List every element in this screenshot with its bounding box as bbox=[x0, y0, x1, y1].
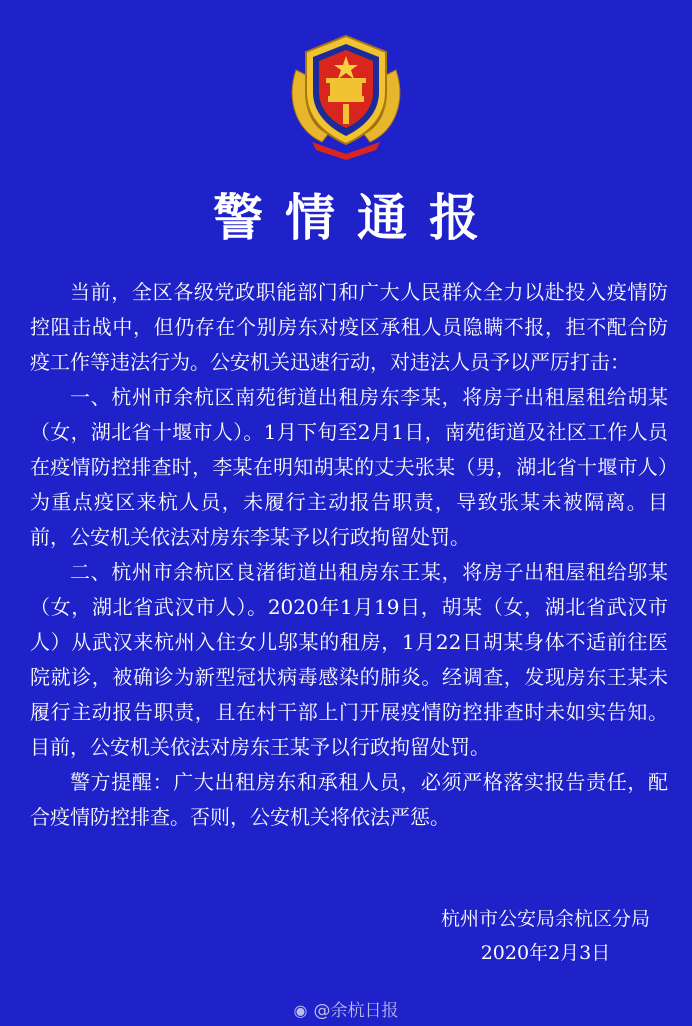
watermark bbox=[0, 996, 692, 1021]
notice-body bbox=[30, 275, 668, 835]
page-title: 警情通报 bbox=[213, 189, 501, 247]
paragraph-case-1: 一、杭州市余杭区南苑街道出租房东李某，将房子出租屋租给胡某（女，湖北省十堰市人）。1月下旬至2月1日，南苑街道及社区工作人员在疫情防控排查时，李某在明知胡某的丈夫张某（男，湖北省十堰市人）为重点疫区来杭人员，未履行主动报告职责，导致张某未被隔离。目前，公安机关依法对房东李某予以行政拘留处罚。 bbox=[30, 385, 668, 549]
signature-date: 2020年2月3日 bbox=[480, 942, 611, 964]
signature-org: 杭州市公安局余杭区分局 bbox=[440, 908, 650, 930]
police-emblem-icon bbox=[282, 30, 410, 160]
watermark-text: @余杭日报 bbox=[313, 1001, 399, 1021]
paragraph-case-2: 二、杭州市余杭区良渚街道出租房东王某，将房子出租屋租给邬某（女，湖北省武汉市人）。2020年1月19日，胡某（女，湖北省武汉市人）从武汉来杭州入住女儿邬某的租房，1月22日胡某身体不适前往医院就诊，被确诊为新型冠状病毒感染的肺炎。经调查，发现房东王某未履行主动报告职责，且在村干部上门开展疫情防控排查时未如实告知。目前，公安机关依法对房东王某予以行政拘留处罚。 bbox=[30, 560, 668, 759]
weibo-icon: ◉ bbox=[293, 1001, 308, 1020]
paragraph-reminder: 警方提醒：广大出租房东和承租人员，必须严格落实报告责任，配合疫情防控排查。否则，公安机关将依法严惩。 bbox=[30, 770, 668, 829]
signature-block bbox=[441, 902, 650, 970]
paragraph-intro: 当前，全区各级党政职能部门和广大人民群众全力以赴投入疫情防控阻击战中，但仍存在个别房东对疫区承租人员隐瞒不报，拒不配合防疫工作等违法行为。公安机关迅速行动，对违法人员予以严厉打击： bbox=[30, 280, 668, 374]
